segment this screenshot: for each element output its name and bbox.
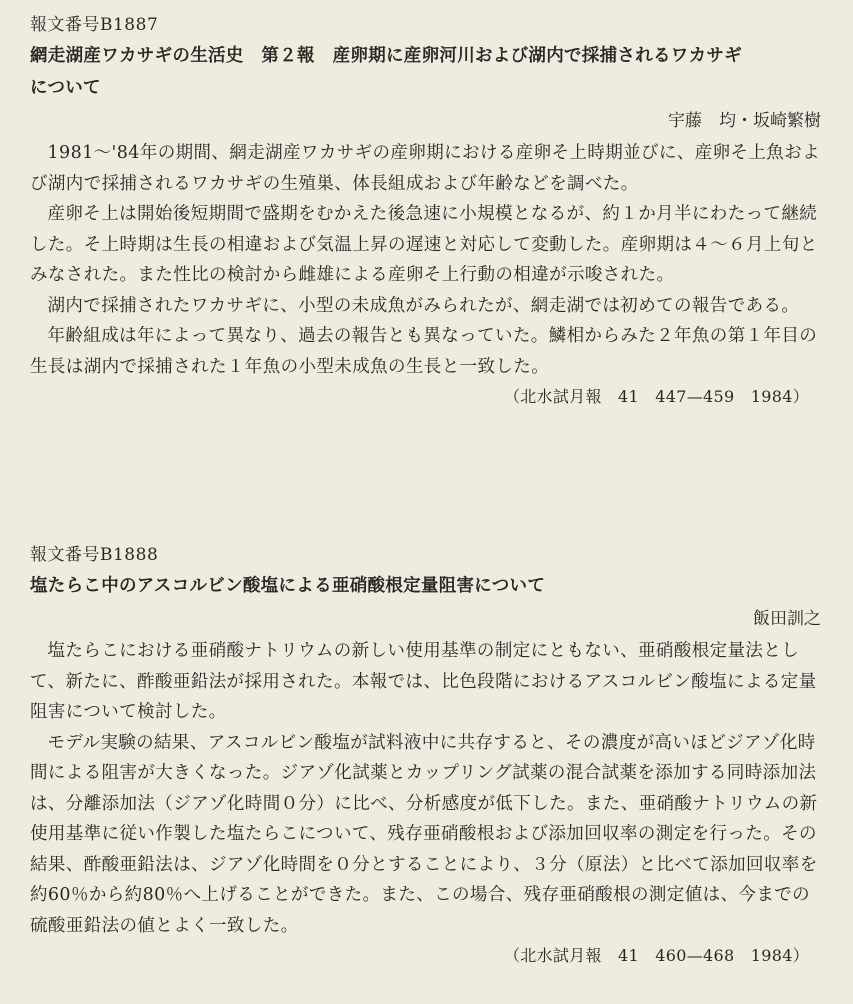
paragraph-3: 湖内で採捕されたワカサギに、小型の未成魚がみられたが、網走湖では初めての報告である。	[47, 295, 800, 316]
article-title: 塩たらこ中のアスコルビン酸塩による亜硝酸根定量阻害について	[30, 576, 546, 596]
authors: 宇藤 均・坂崎繁樹	[668, 111, 821, 131]
report-number: 報文番号B1888	[30, 545, 159, 565]
abstract-b1887	[30, 10, 823, 412]
paragraph-1: 1981～'84年の期間、網走湖産ワカサギの産卵期における産卵そ上時期並びに、産卵そ上魚および湖内で採捕されるワカサギの生殖巣、体長組成および年齢などを調べた。	[30, 143, 821, 194]
paragraph-2: 産卵そ上は開始後短期間で盛期をむかえた後急速に小規模となるが、約１か月半にわたって継続した。そ上時期は生長の相違および気温上昇の遅速と対応して変動した。産卵期は４～６月上旬とみなされた。また性比の検討から雌雄による産卵そ上行動の相違が示唆された。	[30, 204, 818, 285]
report-number: 報文番号B1887	[30, 15, 159, 35]
paragraph-2: モデル実験の結果、アスコルビン酸塩が試料液中に共存すると、その濃度が高いほどジアゾ化時間による阻害が大きくなった。ジアゾ化試薬とカップリング試薬の混合試薬を添加する同時添加法は、分離添加法（ジアゾ化時間０分）に比べ、分析感度が低下した。また、亜硝酸ナトリウムの新使用基準に従い作製した塩たらこについて、残存亜硝酸根および添加回収率の測定を行った。その結果、酢酸亜鉛法は、ジアゾ化時間を０分とすることにより、３分（原法）と比べて添加回収率を約60％から約80％へ上げることができた。また、この場合、残存亜硝酸根の測定値は、今までの硫酸亜鉛法の値とよく一致した。	[30, 732, 818, 936]
abstract-b1888	[30, 540, 823, 971]
paragraph-1: 塩たらこにおける亜硝酸ナトリウムの新しい使用基準の制定にともない、亜硝酸根定量法として、新たに、酢酸亜鉛法が採用された。本報では、比色段階におけるアスコルビン酸塩による定量阻害について検討した。	[30, 641, 817, 722]
article-title-line-2: について	[30, 78, 101, 98]
authors: 飯田訓之	[753, 609, 821, 629]
paragraph-4: 年齢組成は年によって異なり、過去の報告とも異なっていた。鱗相からみた２年魚の第１年目の生長は湖内で採捕された１年魚の小型未成魚の生長と一致した。	[30, 326, 818, 377]
article-title-line-1: 網走湖産ワカサギの生活史 第２報 産卵期に産卵河川および湖内で採捕されるワカサギ	[30, 46, 742, 66]
citation: （北水試月報 41 460—468 1984）	[503, 946, 809, 965]
article-title	[30, 40, 823, 104]
citation: （北水試月報 41 447—459 1984）	[503, 387, 809, 406]
